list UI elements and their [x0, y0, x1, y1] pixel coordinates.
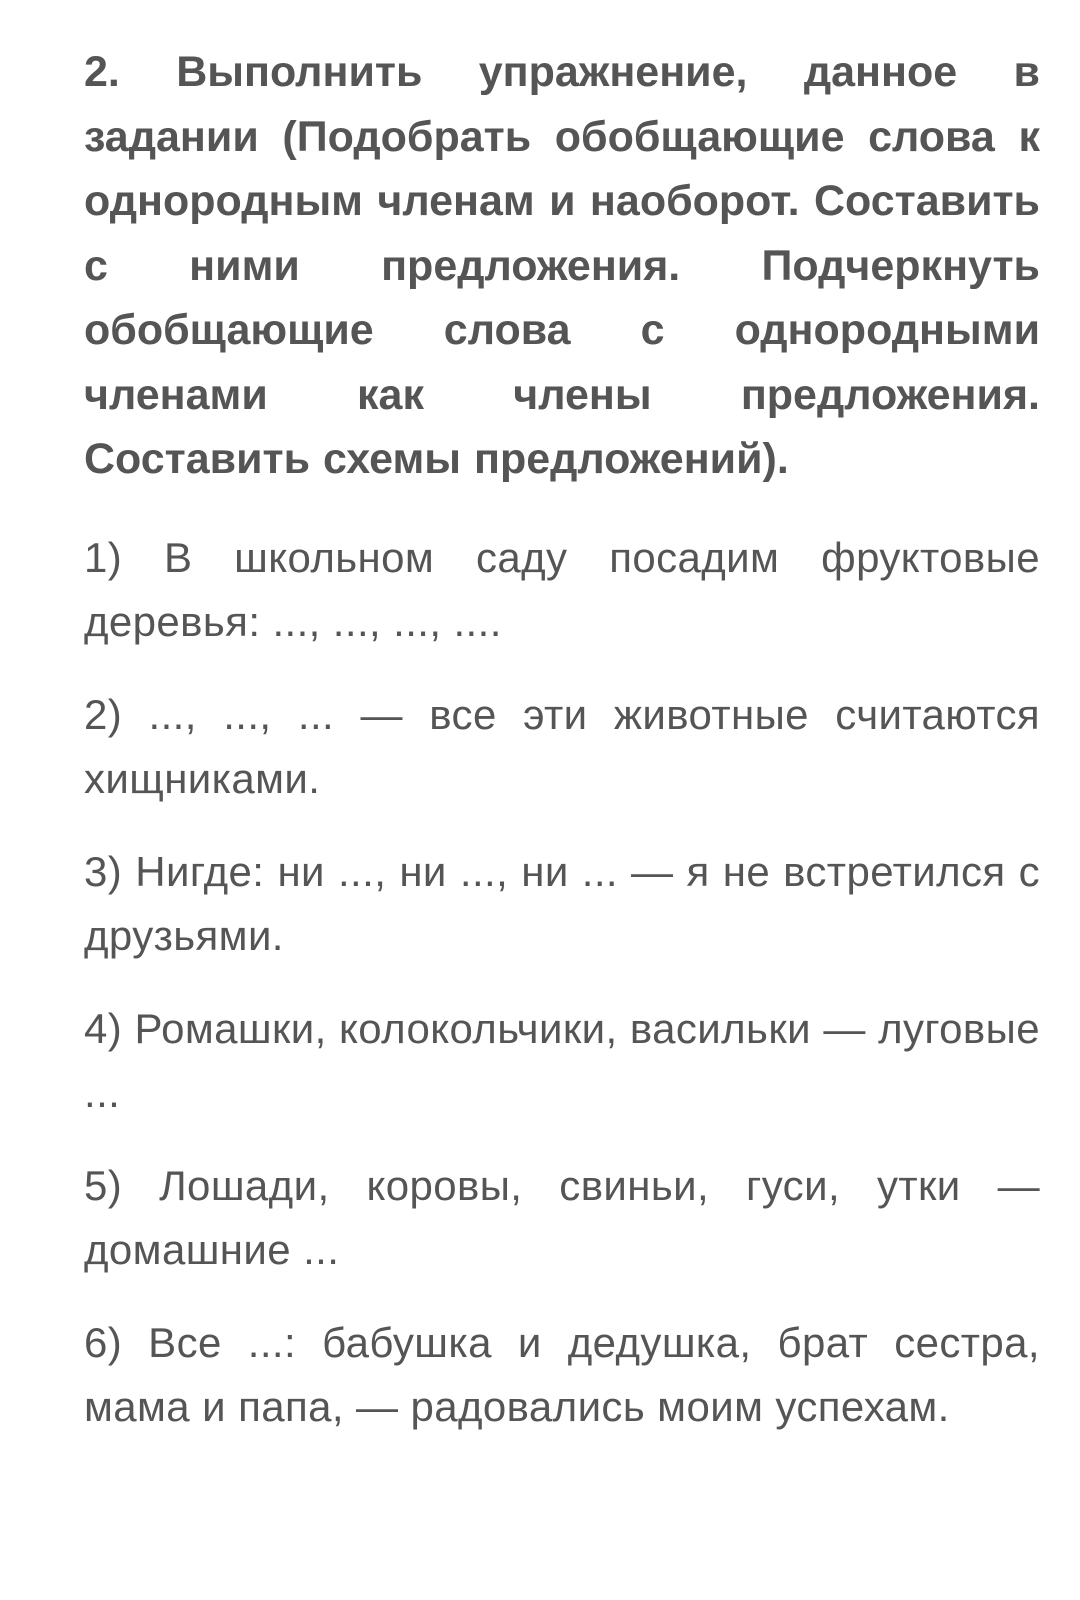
- exercise-item-2: 2) ..., ..., ... — все эти животные считаются хищниками.: [84, 690, 1040, 802]
- exercise-item-3: 3) Нигде: ни ..., ни ..., ни ... — я не встретился с друзьями.: [84, 847, 1040, 959]
- exercise-item-6: 6) Все ...: бабушка и дедушка, брат сестра, мама и папа, — радовались моим успехам.: [84, 1318, 1040, 1430]
- exercise-list: [84, 526, 1040, 1439]
- exercise-item-1: 1) В школьном саду посадим фруктовые деревья: ..., ..., ..., ....: [84, 533, 1040, 645]
- task-heading: 2. Выполнить упражнение, данное в задании (Подобрать обобщающие слова к однородным членам и наоборот. Составить с ними предложения. Подчеркнуть обобщающие слова с однородными членами как члены предложения. Составить схемы предложений).: [84, 48, 1040, 483]
- exercise-item-4: 4) Ромашки, колокольчики, васильки — луговые ...: [84, 1004, 1040, 1116]
- exercise-item-5: 5) Лошади, коровы, свиньи, гуси, утки — домашние ...: [84, 1161, 1040, 1273]
